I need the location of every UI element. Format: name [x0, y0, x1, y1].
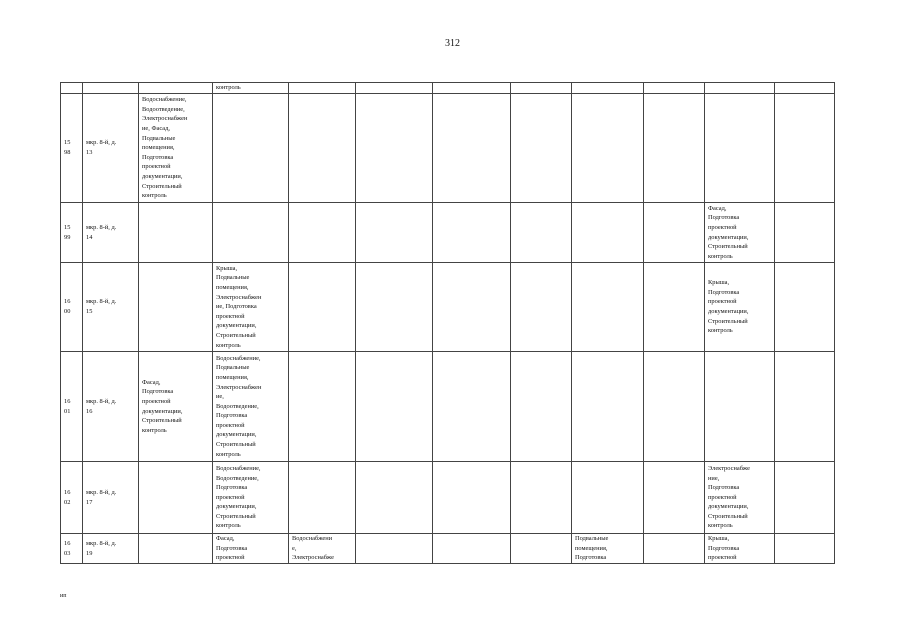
cell [433, 352, 511, 462]
cell-work-list [139, 534, 213, 564]
cell [511, 94, 572, 203]
cell [356, 203, 433, 263]
cell [433, 263, 511, 352]
cell-work-list [705, 352, 775, 462]
cell-work-list: Подвальные помещения, Подготовка [572, 534, 644, 564]
cell-work-list: Водоснабжение, Водоотведение, Подготовка проектной документации, Строительный контроль [213, 462, 289, 534]
cell [775, 352, 835, 462]
footer-mark: ип [60, 593, 67, 599]
cell [572, 462, 644, 534]
cell [356, 94, 433, 203]
table-row [61, 352, 835, 462]
cell-work-list [289, 352, 356, 462]
cell [511, 462, 572, 534]
cell [644, 263, 705, 352]
cell-work-list: Водоснабжени е, Электроснабже [289, 534, 356, 564]
cell [511, 534, 572, 564]
cell-work-list: контроль [213, 83, 289, 94]
row-address: мкр. 8-й, д. 14 [83, 203, 139, 263]
cell-work-list [139, 203, 213, 263]
cell-work-list: Крыша, Подвальные помещения, Электроснабжен ие, Подготовка проектной документации, Строительный контроль [213, 263, 289, 352]
table-row [61, 462, 835, 534]
cell [356, 352, 433, 462]
cell [139, 83, 213, 94]
table-row [61, 94, 835, 203]
cell [775, 534, 835, 564]
cell [644, 534, 705, 564]
row-address: мкр. 8-й, д. 19 [83, 534, 139, 564]
row-number: 15 98 [61, 94, 83, 203]
cell-work-list [213, 203, 289, 263]
cell [511, 352, 572, 462]
cell-work-list [289, 94, 356, 203]
row-address: мкр. 8-й, д. 13 [83, 94, 139, 203]
cell [356, 534, 433, 564]
row-address: мкр. 8-й, д. 15 [83, 263, 139, 352]
cell-work-list: Фасад, Подготовка проектной документации, Строительный контроль [705, 203, 775, 263]
cell [644, 203, 705, 263]
cell [572, 203, 644, 263]
cell-work-list: Водоснабжение, Водоотведение, Электроснабжен ие, Фасад, Подвальные помещения, Подготовка проектной документации, Строительный контроль [139, 94, 213, 203]
cell-work-list: Электроснабже ние, Подготовка проектной документации, Строительный контроль [705, 462, 775, 534]
cell [61, 83, 83, 94]
cell-work-list: Водоснабжение, Подвальные помещения, Электроснабжен ие, Водоотведение, Подготовка проектной документации, Строительный контроль [213, 352, 289, 462]
cell [644, 352, 705, 462]
table-row [61, 534, 835, 564]
cell-work-list: Фасад, Подготовка проектной [213, 534, 289, 564]
cell [433, 462, 511, 534]
page-number: 312 [445, 38, 460, 49]
cell [572, 352, 644, 462]
cell [775, 203, 835, 263]
row-address: мкр. 8-й, д. 16 [83, 352, 139, 462]
capital-repair-table [60, 82, 835, 564]
cell [511, 83, 572, 94]
cell [705, 83, 775, 94]
table-row [61, 263, 835, 352]
cell [572, 83, 644, 94]
cell [775, 94, 835, 203]
cell-work-list: Фасад, Подготовка проектной документации, Строительный контроль [139, 352, 213, 462]
table-row [61, 203, 835, 263]
cell [433, 203, 511, 263]
cell-work-list [705, 94, 775, 203]
cell [572, 263, 644, 352]
cell [644, 462, 705, 534]
cell [433, 94, 511, 203]
cell [644, 94, 705, 203]
cell-work-list [139, 462, 213, 534]
cell-work-list [139, 263, 213, 352]
cell-work-list [289, 263, 356, 352]
cell [644, 83, 705, 94]
cell [83, 83, 139, 94]
cell-work-list [213, 94, 289, 203]
cell-work-list: Крыша, Подготовка проектной документации, Строительный контроль [705, 263, 775, 352]
cell [356, 83, 433, 94]
cell-work-list [289, 203, 356, 263]
row-address: мкр. 8-й, д. 17 [83, 462, 139, 534]
cell-work-list [289, 462, 356, 534]
cell [511, 263, 572, 352]
row-number: 16 01 [61, 352, 83, 462]
cell [356, 263, 433, 352]
cell [511, 203, 572, 263]
row-number: 16 02 [61, 462, 83, 534]
row-number: 16 00 [61, 263, 83, 352]
row-number: 15 99 [61, 203, 83, 263]
row-number: 16 03 [61, 534, 83, 564]
table-row-continuation [61, 83, 835, 94]
cell [775, 83, 835, 94]
cell [572, 94, 644, 203]
cell [775, 462, 835, 534]
cell [433, 83, 511, 94]
cell [433, 534, 511, 564]
cell [775, 263, 835, 352]
cell-work-list: Крыша, Подготовка проектной [705, 534, 775, 564]
cell [289, 83, 356, 94]
cell [356, 462, 433, 534]
